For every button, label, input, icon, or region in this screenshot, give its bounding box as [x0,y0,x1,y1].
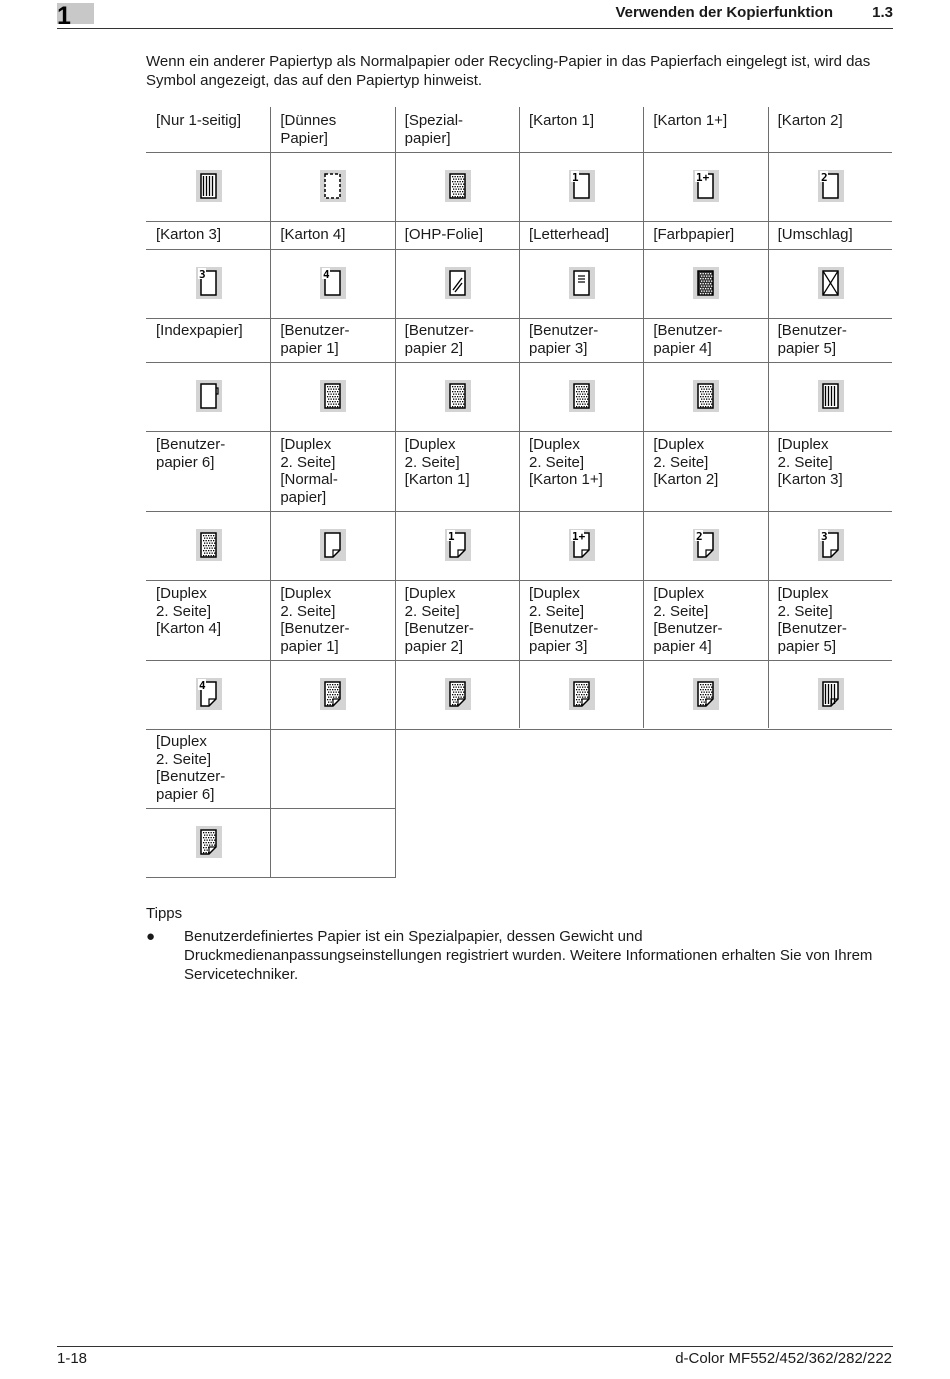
paper-type-label: [Karton 4] [280,226,346,243]
paper-type-icon-cell [194,528,222,562]
paper-type-icon-cell [194,825,222,859]
paper-type-icon-cell [443,169,471,203]
header-title: Verwenden der Kopierfunktion [615,4,833,21]
paper-type-label: [Duplex 2. Seite] [Benutzer- papier 3] [528,585,599,655]
paper-type-icon-cell [318,266,346,300]
paper-type-icon-cell [567,677,595,711]
paper-type-label: [Dünnes Papier] [280,112,337,147]
footer-rule [57,1346,893,1347]
header-rule [57,28,893,29]
paper-type-label: [Duplex 2. Seite] [Benutzer- papier 5] [777,585,847,655]
paper-type-label: [Karton 3] [156,226,222,243]
user-paper-1-icon [318,379,346,413]
paper-type-label: [Duplex 2. Seite] [Benutzer- papier 6] [156,733,226,803]
stripes-paper-icon [194,169,222,203]
user-paper-2-icon [443,379,471,413]
paper-type-label: [Duplex 2. Seite] [Karton 2] [653,436,719,488]
paper-type-icon-cell [194,266,222,300]
paper-type-table [146,107,892,878]
paper-type-label: [Karton 2] [777,112,843,129]
paper-type-icon-cell [318,379,346,413]
chapter-number: 1 [57,2,71,30]
paper-type-label: [Benutzer- papier 1] [280,322,350,357]
paper-type-icon-cell [567,169,595,203]
paper-type-icon-cell [194,677,222,711]
paper-type-label: [Benutzer- papier 4] [653,322,723,357]
svg-text:1+: 1+ [571,530,586,543]
user-paper-6-icon [194,528,222,562]
paper-type-icon-cell [567,528,595,562]
paper-type-icon-cell [691,266,719,300]
card-1plus-icon [691,169,719,203]
paper-type-icon-cell [816,169,844,203]
user-paper-4-icon [691,379,719,413]
svg-text:4: 4 [323,268,330,281]
tips-heading: Tipps [146,905,183,922]
paper-type-label: [Duplex 2. Seite] [Benutzer- papier 2] [404,585,474,655]
duplex-card-3-icon [816,528,844,562]
paper-type-label: [Umschlag] [777,226,853,243]
svg-text:4: 4 [199,679,206,692]
paper-type-icon-cell [318,528,346,562]
dashed-paper-icon [318,169,346,203]
duplex-user-3-icon [567,677,595,711]
paper-type-label: [Duplex 2. Seite] [Karton 1] [404,436,470,488]
paper-type-label: [Spezial- papier] [404,112,464,147]
index-paper-icon [194,379,222,413]
user-paper-5-icon [816,379,844,413]
paper-type-label: [Benutzer- papier 6] [156,436,226,471]
paper-type-label: [OHP-Folie] [404,226,484,243]
svg-text:2: 2 [696,530,703,543]
duplex-user-6-icon [194,825,222,859]
paper-type-label: [Duplex 2. Seite] [Karton 1+] [528,436,603,488]
color-paper-icon [691,266,719,300]
duplex-card-1plus-icon [567,528,595,562]
paper-type-label: [Karton 1] [528,112,595,129]
envelope-icon [816,266,844,300]
dotted-paper-icon [443,169,471,203]
paper-type-label: [Duplex 2. Seite] [Benutzer- papier 1] [280,585,350,655]
paper-type-icon-cell [567,266,595,300]
duplex-plain-icon [318,528,346,562]
letterhead-icon [567,266,595,300]
paper-type-icon-cell [816,266,844,300]
svg-text:1+: 1+ [696,171,710,184]
footer-page-number: 1-18 [57,1350,88,1367]
paper-type-icon-cell [443,266,471,300]
tips-text: Benutzerdefiniertes Papier ist ein Spezialpapier, dessen Gewicht und Druckmedienanpassungseinstellungen registriert wurden. Weitere Informationen erhalten Sie von Ihrem Servicetechniker. [184,928,873,983]
paper-type-icon-cell [691,379,719,413]
paper-type-icon-cell [318,677,346,711]
paper-type-icon-cell [443,528,471,562]
intro-paragraph: Wenn ein anderer Papiertyp als Normalpapier oder Recycling-Papier in das Papierfach eingelegt ist, wird das Symbol angezeigt, das auf den Papiertyp hinweist. [146,53,871,89]
paper-type-label: [Benutzer- papier 3] [528,322,599,357]
svg-text:3: 3 [199,268,206,281]
bullet-icon: ● [146,928,156,945]
paper-type-icon-cell [318,169,346,203]
ohp-film-icon [443,266,471,300]
duplex-user-5-icon [816,677,844,711]
svg-text:1: 1 [571,171,579,184]
paper-type-label: [Benutzer- papier 5] [777,322,847,357]
svg-text:2: 2 [820,171,828,184]
paper-type-icon-cell [194,379,222,413]
card-1-icon [567,169,595,203]
card-3-icon [194,266,222,300]
paper-type-icon-cell [691,169,719,203]
paper-type-label: [Duplex 2. Seite] [Normal- papier] [280,436,338,506]
footer-product: d-Color MF552/452/362/282/222 [675,1350,892,1367]
duplex-card-4-icon [194,677,222,711]
duplex-user-2-icon [443,677,471,711]
paper-type-label: [Duplex 2. Seite] [Karton 4] [156,585,222,637]
paper-type-label: [Benutzer- papier 2] [404,322,474,357]
paper-type-icon-cell [816,528,844,562]
paper-type-icon-cell [443,379,471,413]
paper-type-label: [Indexpapier] [156,322,243,339]
duplex-card-2-icon [691,528,719,562]
svg-text:3: 3 [820,530,828,543]
header-section: 1.3 [872,4,893,21]
paper-type-icon-cell [816,677,844,711]
duplex-card-1-icon [443,528,471,562]
svg-text:1: 1 [447,530,455,543]
paper-type-label: [Karton 1+] [653,112,728,129]
paper-type-icon-cell [691,528,719,562]
paper-type-icon-cell [816,379,844,413]
user-paper-3-icon [567,379,595,413]
paper-type-icon-cell [443,677,471,711]
paper-type-icon-cell [691,677,719,711]
paper-type-label: [Nur 1-seitig] [156,112,242,129]
paper-type-label: [Letterhead] [528,226,610,243]
paper-type-label: [Farbpapier] [653,226,735,243]
paper-type-icon-cell [194,169,222,203]
paper-type-label: [Duplex 2. Seite] [Karton 3] [777,436,843,488]
card-2-icon [816,169,844,203]
paper-type-label: [Duplex 2. Seite] [Benutzer- papier 4] [653,585,723,655]
paper-type-icon-cell [567,379,595,413]
duplex-user-4-icon [691,677,719,711]
card-4-icon [318,266,346,300]
duplex-user-1-icon [318,677,346,711]
